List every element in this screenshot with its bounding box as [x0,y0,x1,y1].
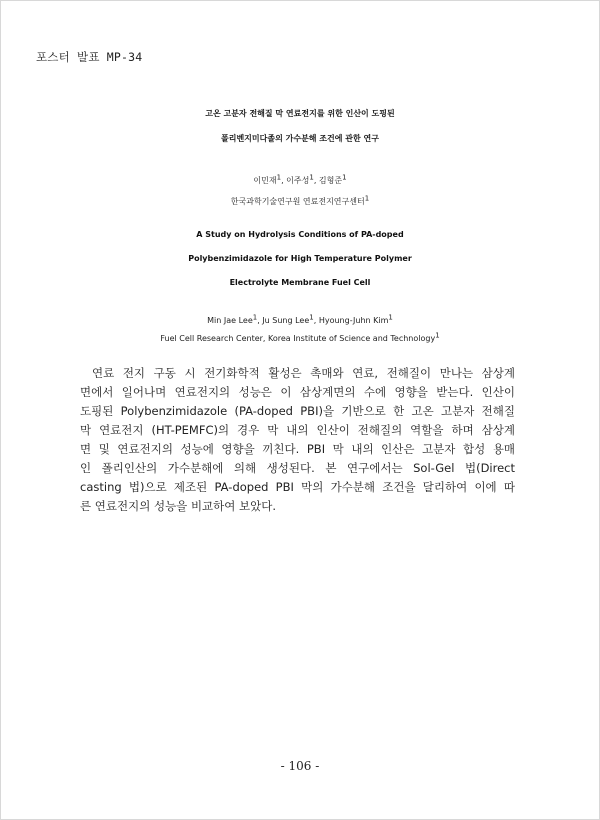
english-author-sup: 1 [309,313,314,322]
poster-label: 포스터 발표 MP-34 [36,50,143,64]
english-author-name: Ju Sung Lee [262,316,310,325]
abstract-line: 연료 전지 구동 시 전기화학적 활성은 촉매와 연료, 전해질이 만나는 삼상계 [92,366,515,380]
korean-author-sup: 1 [309,173,314,182]
abstract-line: 른 연료전지의 성능을 비교하여 보았다. [80,499,277,513]
english-affiliation [0,331,600,343]
korean-author-name: 이민재 [253,176,277,185]
korean-affiliation-text: 한국과학기술연구원 연료전지연구센터 [230,197,365,206]
abstract-line: 면 및 연료전지의 성능에 영향을 끼친다. PBI 막 내의 인산은 고분자 합성 용매 [80,442,515,456]
korean-author-name: 이주성 [286,176,310,185]
korean-title-line-2: 폴리벤지미다졸의 가수분해 조건에 관한 연구 [221,134,379,143]
korean-author-sup: 1 [276,173,282,182]
english-authors [0,313,600,325]
english-title-line-1: A Study on Hydrolysis Conditions of PA-doped [196,230,404,239]
english-title-line-3: Electrolyte Membrane Fuel Cell [229,278,371,287]
korean-title-line-1: 고온 고분자 전해질 막 연료전지를 위한 인산이 도핑된 [205,109,395,118]
korean-author-name: 김형준 [318,176,343,185]
english-author-separator: , [257,316,263,325]
english-author-sup: 1 [252,313,258,322]
english-affiliation-text: Fuel Cell Research Center, Korea Institute of Science and Technology [160,334,436,343]
abstract [80,364,515,516]
korean-authors [0,175,600,186]
english-author-sup: 1 [388,313,393,322]
page-number: - 106 - [280,759,320,773]
english-title-line-2: Polybenzimidazole for High Temperature Polymer [188,254,412,263]
abstract-line: 막 연료전지 (HT-PEMFC)의 경우 막 내의 인산이 전해질의 역할을 하며 삼상계 [80,423,515,437]
abstract-line: 도핑된 Polybenzimidazole (PA-doped PBI)을 기반으로 한 고온 고분자 전해질 [80,404,515,418]
english-author-name: Hyoung-Juhn Kim [318,316,389,325]
abstract-line: 인 폴리인산의 가수분해에 의해 생성된다. 본 연구에서는 Sol-Gel 법(Direct [80,461,515,475]
korean-author-separator: , [313,176,319,185]
english-author-separator: , [313,316,319,325]
korean-affiliation-sup: 1 [364,194,370,203]
korean-author-sup: 1 [342,173,347,182]
abstract-line: 면에서 일어나며 연료전지의 성능은 이 삼상계면의 수에 영향을 받는다. 인산이 [80,385,515,399]
english-author-name: Min Jae Lee [207,316,253,325]
english-affiliation-sup: 1 [435,331,440,340]
korean-affiliation [0,196,600,207]
abstract-line: casting 법)으로 제조된 PA-doped PBI 막의 가수분해 조건을 달리하여 이에 따 [80,480,515,494]
korean-author-separator: , [281,176,287,185]
